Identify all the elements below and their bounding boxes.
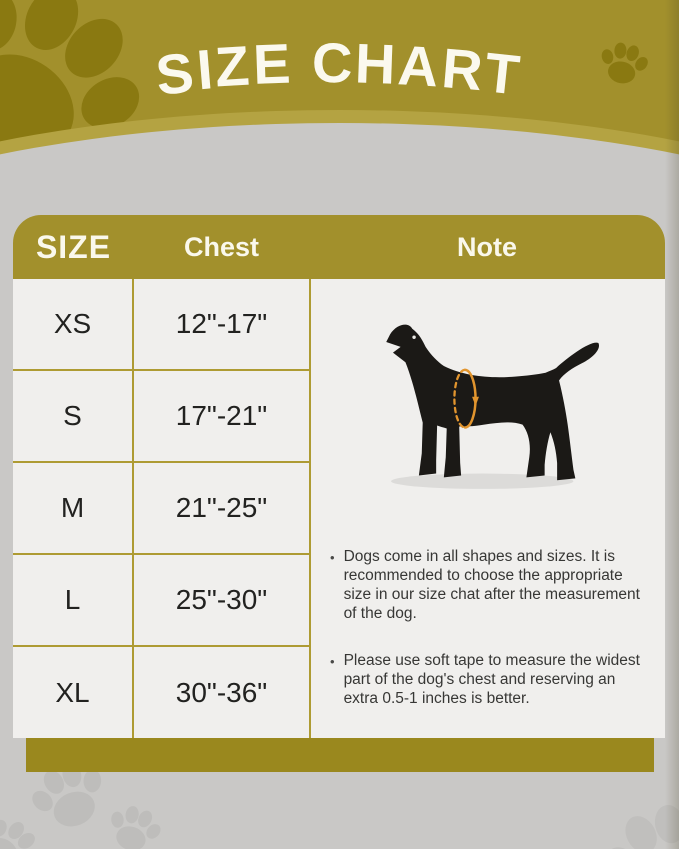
- table-body: [13, 279, 665, 738]
- dog-eye: [412, 336, 415, 339]
- dog-silhouette-figure: [363, 319, 613, 511]
- chest-cell: 25"-30": [134, 555, 309, 647]
- size-cell: L: [13, 555, 134, 647]
- dog-ground-shadow: [391, 474, 573, 489]
- table-base-bar: [26, 738, 654, 772]
- size-cell: XL: [13, 647, 134, 738]
- table-row: [13, 279, 309, 371]
- chest-cell: 17"-21": [134, 371, 309, 463]
- page-title: SIZE CHART: [153, 30, 526, 107]
- table-row: [13, 555, 309, 647]
- size-chart-table: [13, 215, 665, 738]
- table-row: [13, 463, 309, 555]
- table-row: [13, 647, 309, 738]
- note-text: Dogs come in all shapes and sizes. It is recommended to choose the appropriate size in our size chat after the measurement of the dog.: [343, 548, 640, 622]
- column-header-size: SIZE: [35, 228, 112, 265]
- dog-silhouette: [386, 325, 599, 481]
- bullet-dot: •: [330, 550, 335, 565]
- chest-cell: 21"-25": [134, 463, 309, 555]
- chest-cell: 12"-17": [134, 279, 309, 371]
- size-cell: S: [13, 371, 134, 463]
- note-text: Please use soft tape to measure the widest part of the dog's chest and reserving an extra 0.5-1 inches is better.: [343, 652, 640, 707]
- notes-list: [311, 547, 665, 708]
- size-chest-rows: [13, 279, 309, 738]
- column-header-note: Note: [457, 231, 517, 262]
- note-item: [330, 651, 641, 708]
- column-header-chest: Chest: [183, 231, 259, 262]
- paw-print-icon: [576, 769, 679, 849]
- size-cell: M: [13, 463, 134, 555]
- chest-cell: 30"-36": [175, 676, 268, 708]
- note-item: [330, 547, 641, 623]
- note-cell: [309, 279, 665, 738]
- table-header-row: [13, 215, 665, 279]
- size-cell: XS: [13, 279, 134, 371]
- table-row: [13, 371, 309, 463]
- bullet-dot: •: [330, 654, 335, 669]
